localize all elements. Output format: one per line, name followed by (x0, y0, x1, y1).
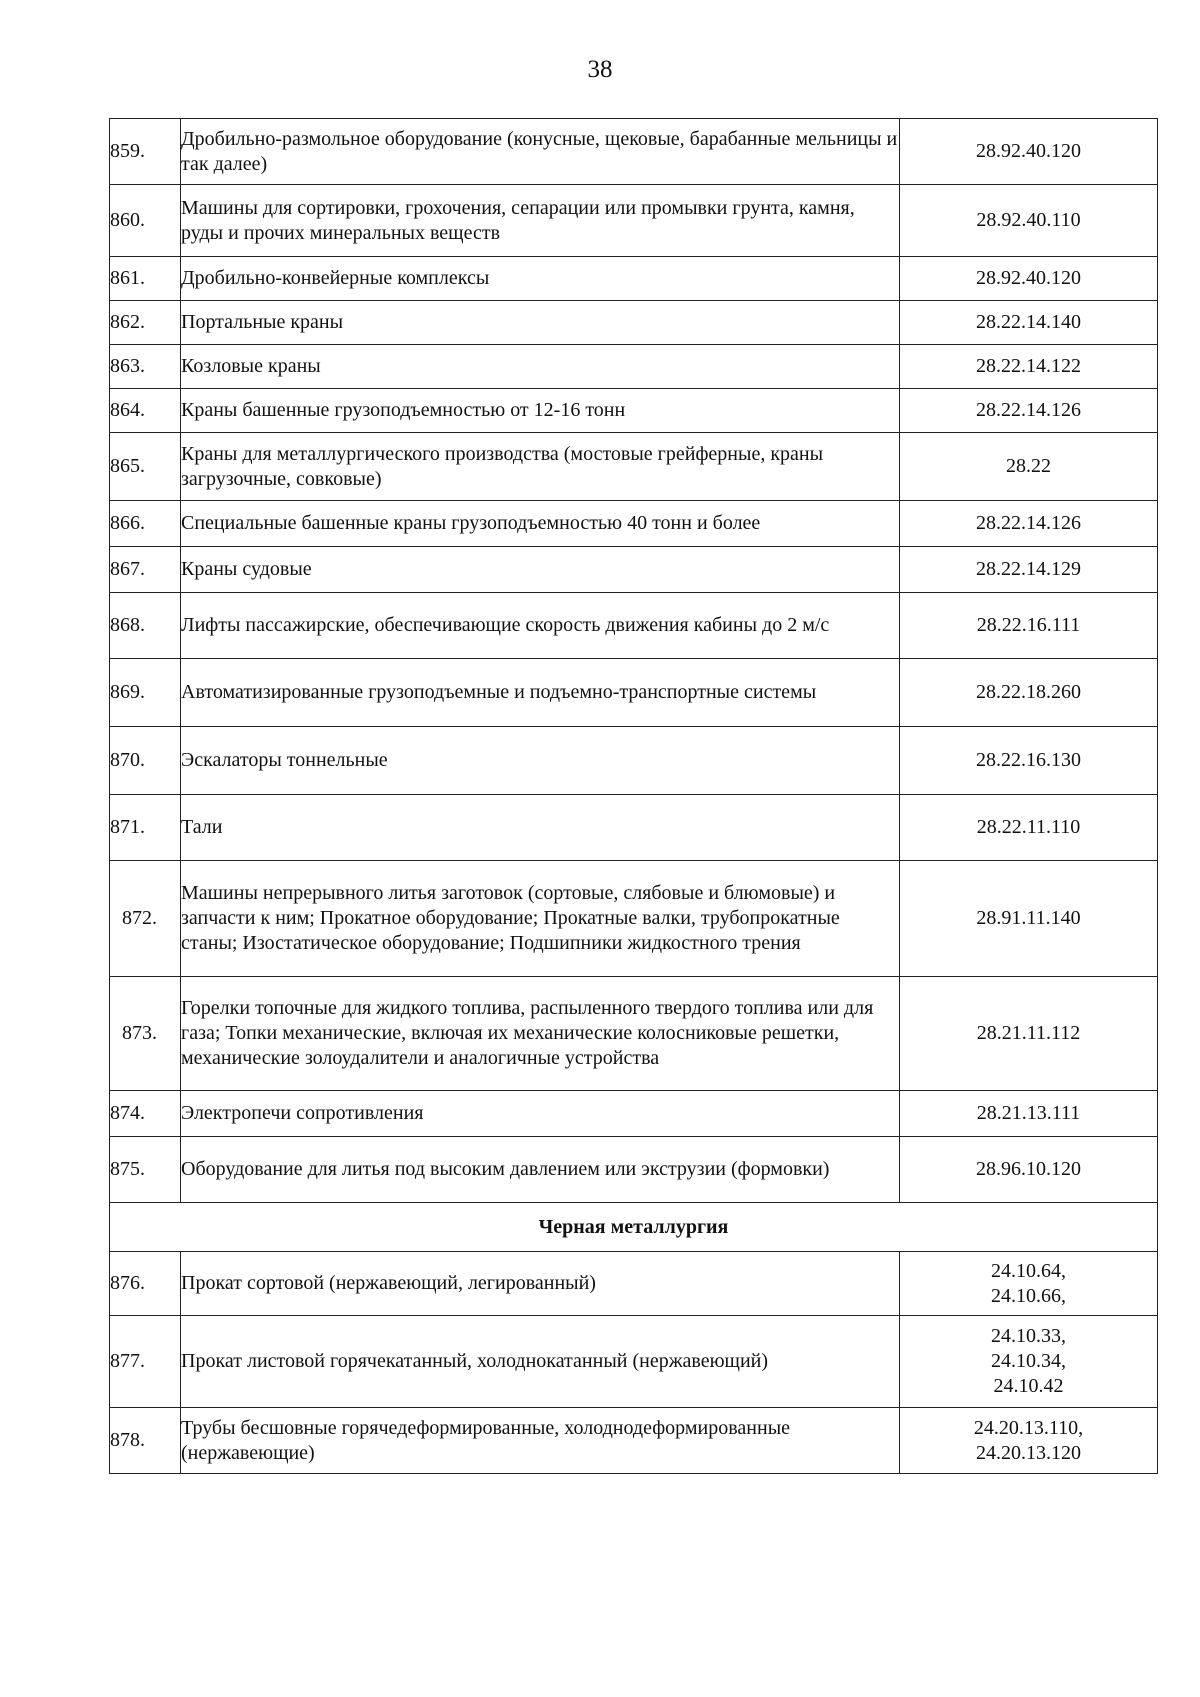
table-row (110, 257, 1158, 301)
row-name: Лифты пассажирские, обеспечивающие скорость движения кабины до 2 м/с (181, 593, 900, 659)
row-name: Краны для металлургического производства (мостовые грейферные, краны загрузочные, совковые) (181, 433, 900, 501)
table-row (110, 795, 1158, 861)
okpd-code: 28.22.11.110 (976, 816, 1081, 838)
row-code (900, 1408, 1158, 1474)
row-code (900, 257, 1158, 301)
row-code (900, 547, 1158, 593)
table-row (110, 501, 1158, 547)
row-code (900, 727, 1158, 795)
row-number: 872. (110, 861, 181, 977)
row-number: 866. (110, 501, 181, 547)
row-number: 865. (110, 433, 181, 501)
okpd-code: 24.20.13.110, (973, 1416, 1084, 1439)
okpd-code: 28.91.11.140 (976, 907, 1081, 929)
row-code (900, 593, 1158, 659)
table-row (110, 1252, 1158, 1316)
row-number: 877. (110, 1316, 181, 1408)
row-code (900, 389, 1158, 433)
okpd-code: 28.96.10.120 (976, 1158, 1081, 1180)
okpd-code: 24.10.34, (991, 1350, 1066, 1372)
row-name: Дробильно-конвейерные комплексы (181, 257, 900, 301)
row-number: 863. (110, 345, 181, 389)
table-row (110, 659, 1158, 727)
row-number: 862. (110, 301, 181, 345)
row-code (900, 795, 1158, 861)
row-code (900, 659, 1158, 727)
okpd-code: 24.10.33, (991, 1325, 1066, 1347)
okpd-code: 28.92.40.110 (976, 209, 1081, 231)
row-code (900, 977, 1158, 1091)
table-row (110, 547, 1158, 593)
table-row (110, 119, 1158, 185)
row-code (900, 345, 1158, 389)
okpd-code: 28.22.16.111 (976, 614, 1081, 636)
row-number: 870. (110, 727, 181, 795)
okpd-code: 28.22.16.130 (976, 749, 1081, 771)
table-row (110, 861, 1158, 977)
row-number: 861. (110, 257, 181, 301)
row-name: Машины для сортировки, грохочения, сепарации или промывки грунта, камня, руды и прочих минеральных веществ (181, 185, 900, 257)
row-name: Электропечи сопротивления (181, 1091, 900, 1137)
table-row (110, 389, 1158, 433)
okpd-code: 28.22.14.122 (976, 355, 1081, 377)
okpd-code: 28.22 (1006, 455, 1051, 477)
row-name: Краны башенные грузоподъемностью от 12-16 тонн (181, 389, 900, 433)
okpd-code: 28.22.14.126 (976, 512, 1081, 534)
table-row (110, 1408, 1158, 1474)
section-row (110, 1203, 1158, 1252)
row-code (900, 1316, 1158, 1408)
okpd-code: 28.21.13.111 (976, 1102, 1081, 1124)
row-number: 864. (110, 389, 181, 433)
table-row (110, 727, 1158, 795)
row-number: 867. (110, 547, 181, 593)
row-code (900, 1252, 1158, 1316)
okpd-code: 28.92.40.120 (976, 267, 1081, 289)
row-number: 878. (110, 1408, 181, 1474)
row-name: Специальные башенные краны грузоподъемностью 40 тонн и более (181, 501, 900, 547)
row-code (900, 185, 1158, 257)
section-title: Черная металлургия (110, 1203, 1158, 1252)
row-name: Трубы бесшовные горячедеформированные, холоднодеформированные (нержавеющие) (181, 1408, 900, 1474)
row-number: 868. (110, 593, 181, 659)
row-number: 873. (110, 977, 181, 1091)
okpd-code: 24.20.13.120 (976, 1441, 1081, 1464)
row-name: Портальные краны (181, 301, 900, 345)
row-name: Горелки топочные для жидкого топлива, распыленного твердого топлива или для газа; Топки механические, включая их механические колосниковые решетки, механические золоудалители и аналогичные устройства (181, 977, 900, 1091)
table-body (110, 119, 1158, 1474)
okpd-code: 28.92.40.120 (976, 140, 1081, 162)
row-code (900, 861, 1158, 977)
row-number: 871. (110, 795, 181, 861)
row-code (900, 119, 1158, 185)
okpd-code: 24.10.66, (991, 1284, 1066, 1307)
table-row (110, 433, 1158, 501)
row-code (900, 501, 1158, 547)
table-row (110, 1316, 1158, 1408)
row-name: Машины непрерывного литья заготовок (сортовые, слябовые и блюмовые) и запчасти к ним; Прокатное оборудование; Прокатные валки, трубопрокатные станы; Изостатическое оборудование; Подшипники жидкостного трения (181, 861, 900, 977)
table-row (110, 1091, 1158, 1137)
row-number: 869. (110, 659, 181, 727)
row-number: 874. (110, 1091, 181, 1137)
row-name: Эскалаторы тоннельные (181, 727, 900, 795)
row-code (900, 301, 1158, 345)
row-name: Краны судовые (181, 547, 900, 593)
row-name: Автоматизированные грузоподъемные и подъемно-транспортные системы (181, 659, 900, 727)
page-number: 38 (587, 56, 613, 83)
okpd-code: 28.22.14.129 (976, 558, 1081, 580)
row-code (900, 1137, 1158, 1203)
row-code (900, 1091, 1158, 1137)
row-number: 859. (110, 119, 181, 185)
row-name: Прокат листовой горячекатанный, холоднокатанный (нержавеющий) (181, 1316, 900, 1408)
okpd-code: 24.10.64, (991, 1259, 1066, 1282)
row-number: 876. (110, 1252, 181, 1316)
table-row (110, 1137, 1158, 1203)
table-row (110, 977, 1158, 1091)
row-name: Прокат сортовой (нержавеющий, легированный) (181, 1252, 900, 1316)
okpd-code: 28.22.14.140 (976, 311, 1081, 333)
row-name: Тали (181, 795, 900, 861)
row-number: 875. (110, 1137, 181, 1203)
table-row (110, 345, 1158, 389)
table-row (110, 593, 1158, 659)
row-name: Козловые краны (181, 345, 900, 389)
okpd-code: 24.10.42 (993, 1375, 1064, 1397)
row-number: 860. (110, 185, 181, 257)
row-code (900, 433, 1158, 501)
row-name: Оборудование для литья под высоким давлением или экструзии (формовки) (181, 1137, 900, 1203)
row-name: Дробильно-размольное оборудование (конусные, щековые, барабанные мельницы и так далее) (181, 119, 900, 185)
okpd-code: 28.22.14.126 (976, 399, 1081, 421)
equipment-table (109, 118, 1158, 1474)
okpd-code: 28.21.11.112 (976, 1022, 1081, 1044)
okpd-code: 28.22.18.260 (976, 681, 1081, 703)
table-row (110, 301, 1158, 345)
table-row (110, 185, 1158, 257)
